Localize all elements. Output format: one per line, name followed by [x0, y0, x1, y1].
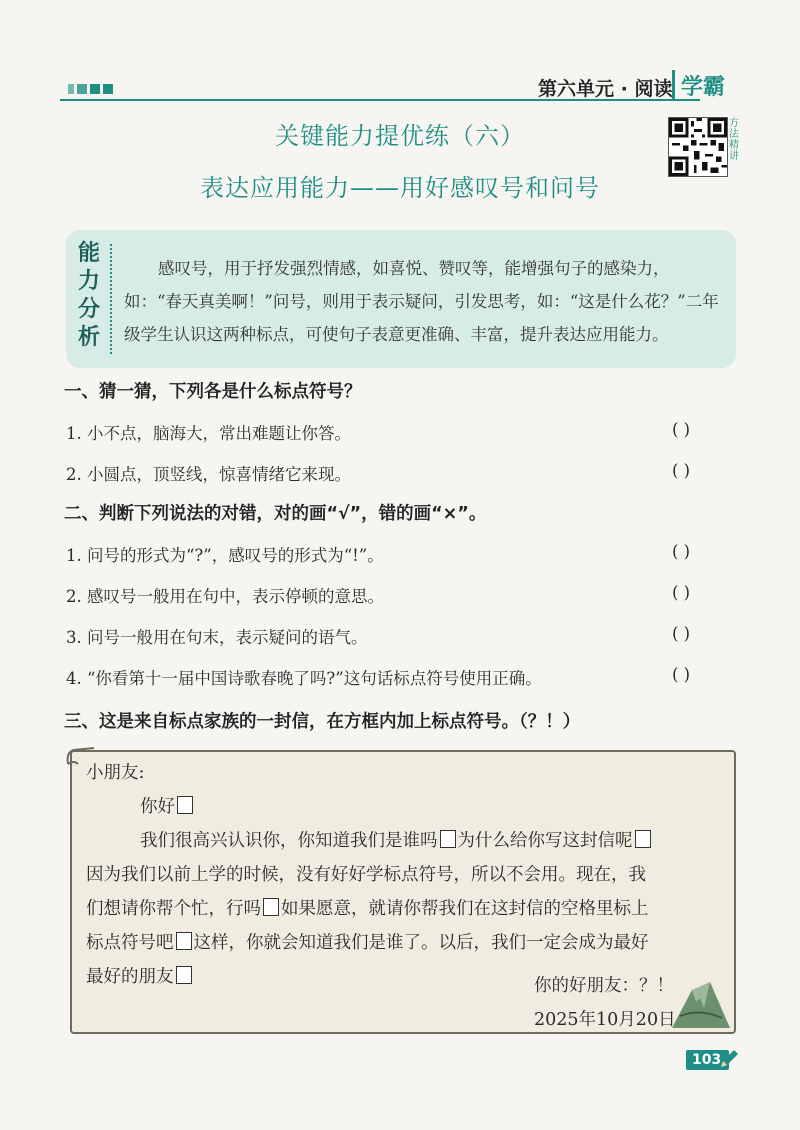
question-2-4: 4. “你看第十一届中国诗歌春晚了吗?”这句话标点符号使用正确。 — [66, 669, 542, 688]
letter-text-span: 我们很高兴认识你，你知道我们是谁吗 — [140, 831, 438, 851]
page-subtitle: 表达应用能力——用好感叹号和问号 — [200, 174, 600, 202]
punctuation-box[interactable] — [176, 932, 192, 950]
answer-blank-2-4[interactable]: ( ) — [672, 665, 691, 684]
analysis-divider — [110, 244, 112, 354]
qr-label: 方法精讲 — [729, 118, 739, 162]
punctuation-box[interactable] — [635, 830, 651, 848]
letter-signature: 你的好朋友：？！ — [534, 976, 674, 996]
punctuation-box[interactable] — [177, 796, 193, 814]
question-1-1: 1. 小不点，脑海大，常出难题让你答。 — [66, 424, 351, 443]
letter-line — [86, 926, 726, 960]
letter-body — [86, 756, 726, 994]
label-char: 力 — [77, 269, 100, 294]
section1-heading: 一、猜一猜，下列各是什么标点符号？ — [64, 382, 362, 402]
letter-text-span: 标点符号吧 — [86, 933, 174, 953]
answer-blank-2-2[interactable]: ( ) — [672, 583, 691, 602]
answer-blank-2-3[interactable]: ( ) — [672, 624, 691, 643]
section3-heading: 三、这是来自标点家族的一封信，在方框内加上标点符号。（？！） — [64, 712, 581, 732]
qr-code-icon[interactable] — [668, 117, 728, 177]
mountain-icon — [670, 968, 732, 1030]
letter-box — [70, 750, 736, 1034]
question-2-1: 1. 问号的形式为“?”，感叹号的形式为“!”。 — [66, 546, 384, 565]
header-brand-logo: 学霸 — [672, 70, 725, 101]
punctuation-box[interactable] — [440, 830, 456, 848]
page-number: 103 — [686, 1050, 729, 1070]
page-title: 关键能力提优练（六） — [275, 122, 525, 150]
letter-salutation: 小朋友: — [86, 763, 145, 783]
letter-text-span: 们想请你帮个忙，行吗 — [86, 899, 261, 919]
answer-blank-1-2[interactable]: ( ) — [672, 461, 691, 480]
punctuation-box[interactable] — [176, 966, 192, 984]
letter-line — [86, 892, 726, 926]
letter-line — [86, 824, 726, 858]
label-char: 能 — [77, 241, 100, 266]
letter-date: 2025年10月20日 — [534, 1010, 676, 1030]
question-2-2: 2. 感叹号一般用在句中，表示停顿的意思。 — [66, 587, 384, 606]
letter-text-span: 你好 — [140, 797, 175, 817]
punctuation-box[interactable] — [263, 898, 279, 916]
letter-text-span: 如果愿意，就请你帮我们在这封信的空格里标上 — [281, 899, 649, 919]
question-1-2: 2. 小圆点，顶竖线，惊喜情绪它来现。 — [66, 465, 351, 484]
ability-analysis-box — [66, 230, 736, 368]
label-char: 析 — [77, 325, 100, 350]
pencil-icon — [718, 1048, 740, 1070]
analysis-text: 感叹号，用于抒发强烈情感，如喜悦、赞叹等，能增强句子的感染力，如：“春天真美啊！”问号，则用于表示疑问，引发思考，如：“这是什么花？”二年级学生认识这两种标点，可使句子表意更准确、丰富，提升表达应用能力。 — [124, 259, 719, 344]
letter-text-span: 这样，你就会知道我们是谁了。以后，我们一定会成为最好 — [193, 933, 649, 953]
letter-line — [86, 790, 726, 824]
ability-analysis-label — [76, 240, 102, 352]
question-2-3: 3. 问号一般用在句末，表示疑问的语气。 — [66, 628, 368, 647]
answer-blank-1-1[interactable]: ( ) — [672, 420, 691, 439]
letter-text-span: 为什么给你写这封信呢 — [457, 831, 633, 851]
label-char: 分 — [77, 297, 100, 322]
header-decoration — [68, 84, 113, 94]
letter-line: 因为我们以前上学的时候，没有好好学标点符号，所以不会用。现在，我 — [86, 865, 646, 885]
header-section-label: 第六单元 · 阅读 — [538, 78, 673, 100]
letter-text-span: 最好的朋友 — [86, 967, 174, 987]
answer-blank-2-1[interactable]: ( ) — [672, 542, 691, 561]
section2-heading: 二、判断下列说法的对错，对的画“√”，错的画“×”。 — [64, 504, 487, 524]
